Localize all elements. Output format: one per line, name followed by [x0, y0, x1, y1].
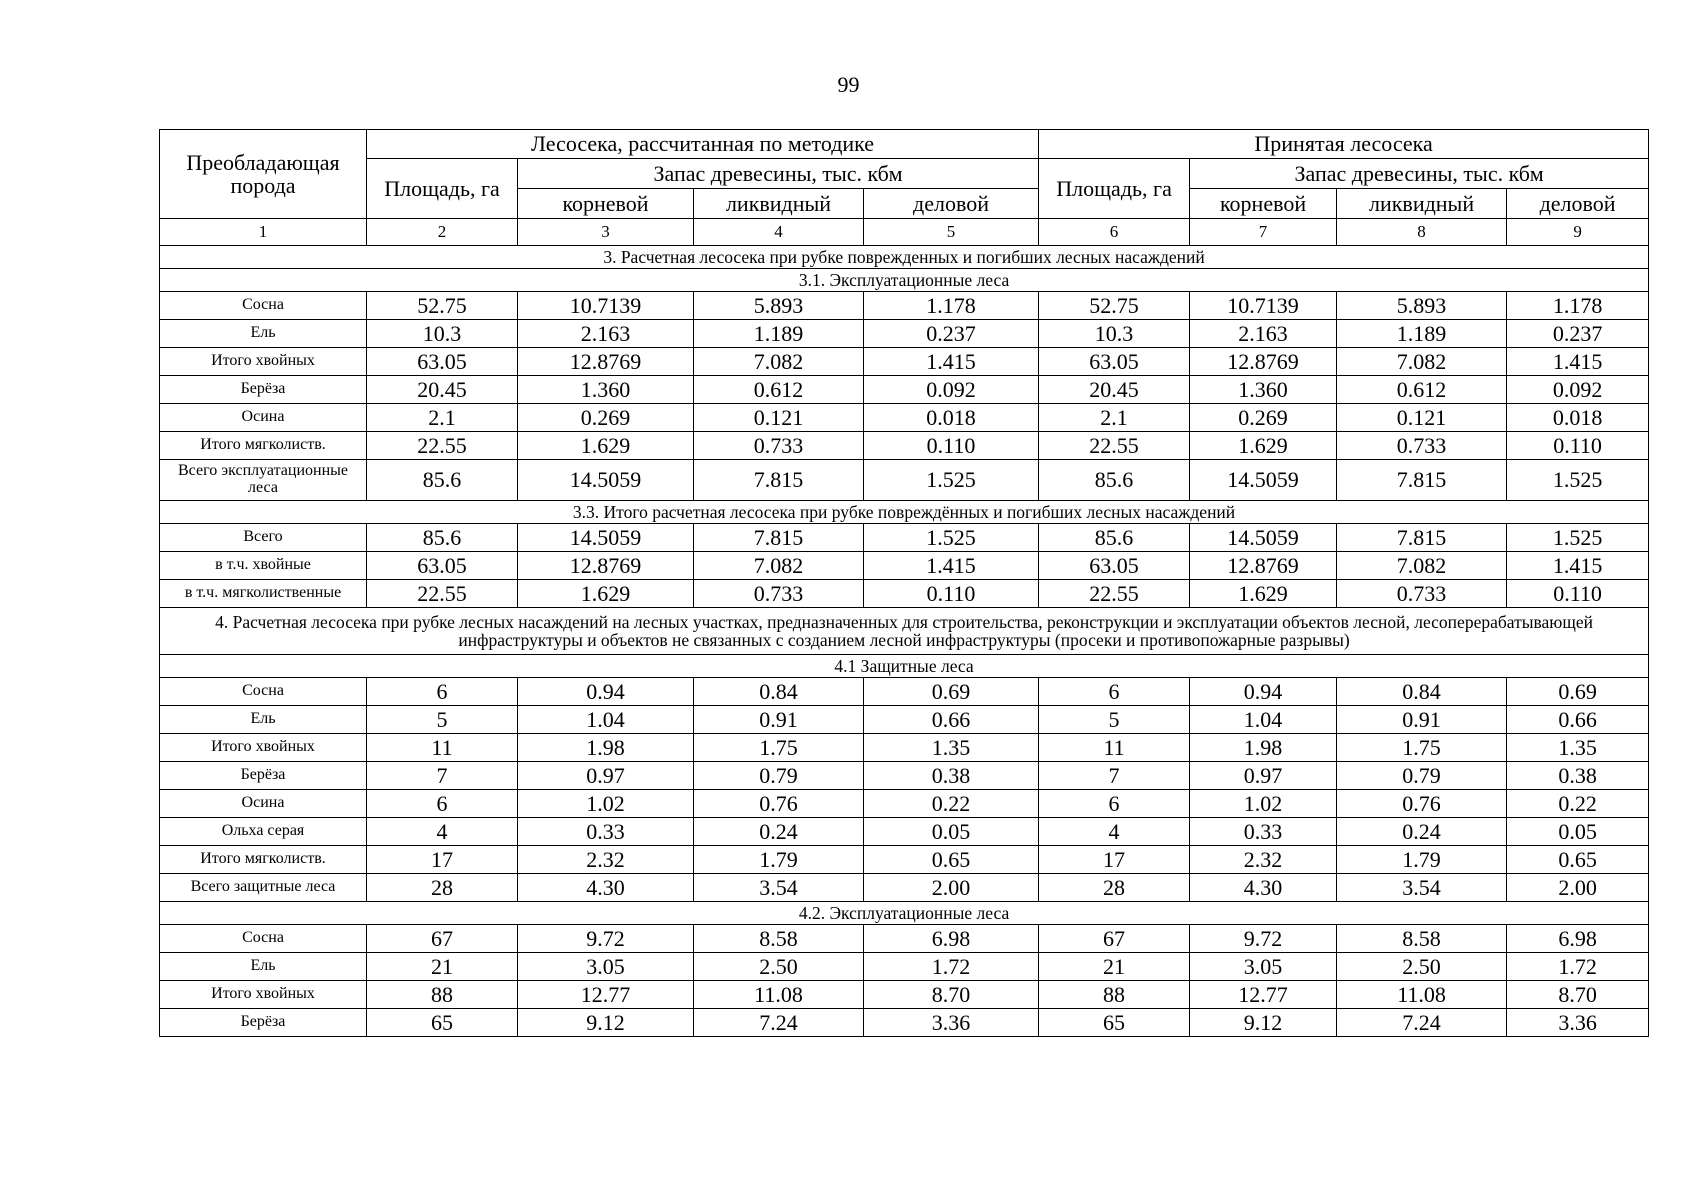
value-cell: 14.5059 [518, 460, 694, 501]
value-cell: 9.12 [1190, 1009, 1337, 1037]
value-cell: 0.97 [1190, 762, 1337, 790]
value-cell: 6.98 [1507, 925, 1649, 953]
value-cell: 1.360 [1190, 376, 1337, 404]
species-cell: Всего защитные леса [160, 874, 367, 902]
table-row [160, 292, 1649, 320]
value-cell: 22.55 [367, 580, 518, 608]
value-cell: 0.24 [694, 818, 864, 846]
value-cell: 3.54 [694, 874, 864, 902]
species-cell: Итого мягколиств. [160, 846, 367, 874]
value-cell: 0.121 [1337, 404, 1507, 432]
value-cell: 0.97 [518, 762, 694, 790]
value-cell: 0.237 [864, 320, 1039, 348]
section-row [160, 501, 1649, 524]
value-cell: 0.612 [694, 376, 864, 404]
value-cell: 3.05 [518, 953, 694, 981]
species-cell: Сосна [160, 292, 367, 320]
value-cell: 67 [367, 925, 518, 953]
section-title: 4. Расчетная лесосека при рубке лесных насаждений на лесных участках, предназначенных для строительства, реконструкции и эксплуатации объектов лесной, лесоперерабатывающей инфраструктуры и объектов не связанных с созданием лесной инфраструктуры (просеки и противопожарные разрывы) [160, 608, 1649, 655]
value-cell: 1.629 [1190, 580, 1337, 608]
species-cell: Итого хвойных [160, 734, 367, 762]
value-cell: 28 [1039, 874, 1190, 902]
table-row [160, 320, 1649, 348]
value-cell: 3.36 [864, 1009, 1039, 1037]
table-row [160, 376, 1649, 404]
table-row [160, 846, 1649, 874]
table-row [160, 678, 1649, 706]
value-cell: 1.72 [864, 953, 1039, 981]
value-cell: 0.38 [1507, 762, 1649, 790]
section-row [160, 902, 1649, 925]
value-cell: 1.525 [864, 524, 1039, 552]
value-cell: 1.98 [1190, 734, 1337, 762]
species-cell: Осина [160, 404, 367, 432]
species-cell: Берёза [160, 1009, 367, 1037]
value-cell: 0.22 [864, 790, 1039, 818]
value-cell: 0.91 [694, 706, 864, 734]
table-body [160, 246, 1649, 1037]
species-cell: Итого хвойных [160, 981, 367, 1009]
value-cell: 14.5059 [518, 524, 694, 552]
species-cell: Итого хвойных [160, 348, 367, 376]
value-cell: 12.8769 [1190, 552, 1337, 580]
table-row [160, 460, 1649, 501]
value-cell: 7.815 [1337, 460, 1507, 501]
section-row [160, 269, 1649, 292]
value-cell: 1.178 [864, 292, 1039, 320]
value-cell: 14.5059 [1190, 460, 1337, 501]
value-cell: 2.163 [518, 320, 694, 348]
value-cell: 2.1 [1039, 404, 1190, 432]
column-number: 3 [518, 219, 694, 246]
value-cell: 2.50 [694, 953, 864, 981]
section-title: 3.1. Эксплуатационные леса [160, 269, 1649, 292]
value-cell: 0.733 [694, 432, 864, 460]
value-cell: 6 [367, 790, 518, 818]
value-cell: 0.94 [1190, 678, 1337, 706]
value-cell: 2.00 [864, 874, 1039, 902]
value-cell: 0.237 [1507, 320, 1649, 348]
value-cell: 0.65 [1507, 846, 1649, 874]
value-cell: 88 [367, 981, 518, 1009]
value-cell: 1.178 [1507, 292, 1649, 320]
table-row [160, 404, 1649, 432]
section-row [160, 246, 1649, 269]
value-cell: 10.3 [367, 320, 518, 348]
value-cell: 22.55 [1039, 432, 1190, 460]
value-cell: 1.79 [1337, 846, 1507, 874]
value-cell: 63.05 [367, 552, 518, 580]
value-cell: 52.75 [1039, 292, 1190, 320]
value-cell: 1.189 [694, 320, 864, 348]
value-cell: 1.415 [864, 552, 1039, 580]
value-cell: 14.5059 [1190, 524, 1337, 552]
value-cell: 7 [367, 762, 518, 790]
table-row [160, 818, 1649, 846]
value-cell: 2.1 [367, 404, 518, 432]
value-cell: 10.7139 [518, 292, 694, 320]
table-row [160, 552, 1649, 580]
species-cell: Всего эксплуатационные леса [160, 460, 367, 501]
value-cell: 85.6 [1039, 460, 1190, 501]
value-cell: 2.32 [1190, 846, 1337, 874]
species-cell: Ель [160, 953, 367, 981]
value-cell: 6 [367, 678, 518, 706]
page-number: 99 [837, 72, 860, 97]
value-cell: 0.612 [1337, 376, 1507, 404]
value-cell: 7.24 [1337, 1009, 1507, 1037]
value-cell: 0.018 [864, 404, 1039, 432]
species-cell: Ольха серая [160, 818, 367, 846]
species-cell: Берёза [160, 376, 367, 404]
value-cell: 11 [1039, 734, 1190, 762]
value-cell: 17 [367, 846, 518, 874]
value-cell: 12.77 [518, 981, 694, 1009]
column-number: 6 [1039, 219, 1190, 246]
value-cell: 11 [367, 734, 518, 762]
column-number: 8 [1337, 219, 1507, 246]
section-title: 4.1 Защитные леса [160, 655, 1649, 678]
header-group-accepted: Принятая лесосека [1039, 130, 1649, 159]
column-number: 5 [864, 219, 1039, 246]
value-cell: 21 [1039, 953, 1190, 981]
table-row [160, 762, 1649, 790]
value-cell: 0.24 [1337, 818, 1507, 846]
value-cell: 0.269 [1190, 404, 1337, 432]
value-cell: 2.163 [1190, 320, 1337, 348]
value-cell: 1.189 [1337, 320, 1507, 348]
table-row [160, 706, 1649, 734]
table-row [160, 790, 1649, 818]
value-cell: 1.629 [518, 432, 694, 460]
value-cell: 65 [367, 1009, 518, 1037]
value-cell: 9.12 [518, 1009, 694, 1037]
section-title: 3.3. Итого расчетная лесосека при рубке повреждённых и погибших лесных насаждений [160, 501, 1649, 524]
value-cell: 0.121 [694, 404, 864, 432]
column-number: 4 [694, 219, 864, 246]
value-cell: 7.082 [1337, 552, 1507, 580]
header-root-calculated: корневой [518, 189, 694, 219]
table-row [160, 1009, 1649, 1037]
section-title: 3. Расчетная лесосека при рубке поврежденных и погибших лесных насаждений [160, 246, 1649, 269]
value-cell: 0.733 [694, 580, 864, 608]
value-cell: 8.70 [864, 981, 1039, 1009]
value-cell: 7.815 [694, 524, 864, 552]
value-cell: 0.092 [1507, 376, 1649, 404]
value-cell: 0.33 [1190, 818, 1337, 846]
value-cell: 0.76 [1337, 790, 1507, 818]
species-cell: Ель [160, 706, 367, 734]
value-cell: 65 [1039, 1009, 1190, 1037]
value-cell: 1.04 [518, 706, 694, 734]
value-cell: 0.22 [1507, 790, 1649, 818]
value-cell: 1.525 [1507, 524, 1649, 552]
species-cell: Всего [160, 524, 367, 552]
column-number: 2 [367, 219, 518, 246]
value-cell: 1.35 [1507, 734, 1649, 762]
value-cell: 12.8769 [518, 348, 694, 376]
header-business-calculated: деловой [864, 189, 1039, 219]
value-cell: 7.082 [694, 348, 864, 376]
table-row [160, 432, 1649, 460]
value-cell: 4.30 [1190, 874, 1337, 902]
value-cell: 0.110 [1507, 432, 1649, 460]
column-number: 1 [160, 219, 367, 246]
header-stock-calculated: Запас древесины, тыс. кбм [518, 159, 1039, 189]
value-cell: 5 [367, 706, 518, 734]
species-cell: в т.ч. хвойные [160, 552, 367, 580]
table-row [160, 734, 1649, 762]
value-cell: 0.05 [864, 818, 1039, 846]
value-cell: 5.893 [694, 292, 864, 320]
species-cell: в т.ч. мягколиственные [160, 580, 367, 608]
value-cell: 1.04 [1190, 706, 1337, 734]
value-cell: 1.35 [864, 734, 1039, 762]
value-cell: 4 [1039, 818, 1190, 846]
value-cell: 6 [1039, 790, 1190, 818]
value-cell: 3.05 [1190, 953, 1337, 981]
value-cell: 0.269 [518, 404, 694, 432]
value-cell: 63.05 [1039, 348, 1190, 376]
header-liquid-calculated: ликвидный [694, 189, 864, 219]
value-cell: 4.30 [518, 874, 694, 902]
table-row [160, 874, 1649, 902]
table-row [160, 981, 1649, 1009]
header-area-calculated: Площадь, га [367, 159, 518, 219]
section-row [160, 608, 1649, 655]
value-cell: 22.55 [367, 432, 518, 460]
value-cell: 0.66 [864, 706, 1039, 734]
value-cell: 0.018 [1507, 404, 1649, 432]
value-cell: 2.00 [1507, 874, 1649, 902]
value-cell: 0.05 [1507, 818, 1649, 846]
value-cell: 0.33 [518, 818, 694, 846]
value-cell: 7.082 [694, 552, 864, 580]
value-cell: 1.415 [1507, 552, 1649, 580]
section-row [160, 655, 1649, 678]
species-cell: Осина [160, 790, 367, 818]
value-cell: 5 [1039, 706, 1190, 734]
value-cell: 2.32 [518, 846, 694, 874]
value-cell: 1.75 [1337, 734, 1507, 762]
value-cell: 3.54 [1337, 874, 1507, 902]
value-cell: 9.72 [1190, 925, 1337, 953]
value-cell: 12.8769 [518, 552, 694, 580]
table-row [160, 925, 1649, 953]
value-cell: 67 [1039, 925, 1190, 953]
value-cell: 52.75 [367, 292, 518, 320]
value-cell: 85.6 [1039, 524, 1190, 552]
header-stock-accepted: Запас древесины, тыс. кбм [1190, 159, 1649, 189]
header-liquid-accepted: ликвидный [1337, 189, 1507, 219]
value-cell: 4 [367, 818, 518, 846]
value-cell: 1.98 [518, 734, 694, 762]
value-cell: 1.525 [864, 460, 1039, 501]
value-cell: 8.70 [1507, 981, 1649, 1009]
column-number: 7 [1190, 219, 1337, 246]
value-cell: 12.77 [1190, 981, 1337, 1009]
value-cell: 1.02 [518, 790, 694, 818]
table-row [160, 348, 1649, 376]
value-cell: 0.69 [864, 678, 1039, 706]
value-cell: 5.893 [1337, 292, 1507, 320]
species-cell: Сосна [160, 925, 367, 953]
value-cell: 11.08 [694, 981, 864, 1009]
value-cell: 63.05 [367, 348, 518, 376]
value-cell: 0.66 [1507, 706, 1649, 734]
value-cell: 7 [1039, 762, 1190, 790]
value-cell: 8.58 [1337, 925, 1507, 953]
value-cell: 1.360 [518, 376, 694, 404]
value-cell: 85.6 [367, 460, 518, 501]
value-cell: 12.8769 [1190, 348, 1337, 376]
value-cell: 20.45 [1039, 376, 1190, 404]
value-cell: 0.733 [1337, 432, 1507, 460]
value-cell: 0.092 [864, 376, 1039, 404]
value-cell: 0.69 [1507, 678, 1649, 706]
value-cell: 1.02 [1190, 790, 1337, 818]
header-root-accepted: корневой [1190, 189, 1337, 219]
value-cell: 11.08 [1337, 981, 1507, 1009]
value-cell: 1.415 [1507, 348, 1649, 376]
value-cell: 3.36 [1507, 1009, 1649, 1037]
header-business-accepted: деловой [1507, 189, 1649, 219]
value-cell: 85.6 [367, 524, 518, 552]
table-row [160, 953, 1649, 981]
value-cell: 7.24 [694, 1009, 864, 1037]
value-cell: 0.84 [694, 678, 864, 706]
value-cell: 0.76 [694, 790, 864, 818]
value-cell: 6.98 [864, 925, 1039, 953]
value-cell: 1.415 [864, 348, 1039, 376]
table-row [160, 524, 1649, 552]
section-title: 4.2. Эксплуатационные леса [160, 902, 1649, 925]
value-cell: 0.84 [1337, 678, 1507, 706]
value-cell: 1.629 [518, 580, 694, 608]
value-cell: 1.75 [694, 734, 864, 762]
value-cell: 10.3 [1039, 320, 1190, 348]
value-cell: 0.733 [1337, 580, 1507, 608]
value-cell: 7.815 [1337, 524, 1507, 552]
value-cell: 88 [1039, 981, 1190, 1009]
header-group-calculated: Лесосека, рассчитанная по методике [367, 130, 1039, 159]
header-species: Преобладающая порода [160, 130, 367, 219]
value-cell: 1.79 [694, 846, 864, 874]
value-cell: 21 [367, 953, 518, 981]
value-cell: 0.91 [1337, 706, 1507, 734]
species-cell: Берёза [160, 762, 367, 790]
species-cell: Ель [160, 320, 367, 348]
species-cell: Итого мягколиств. [160, 432, 367, 460]
value-cell: 0.79 [1337, 762, 1507, 790]
value-cell: 0.38 [864, 762, 1039, 790]
logging-area-table [159, 129, 1649, 1037]
value-cell: 2.50 [1337, 953, 1507, 981]
value-cell: 0.110 [1507, 580, 1649, 608]
value-cell: 20.45 [367, 376, 518, 404]
value-cell: 1.72 [1507, 953, 1649, 981]
value-cell: 63.05 [1039, 552, 1190, 580]
column-number-row [160, 219, 1649, 246]
value-cell: 9.72 [518, 925, 694, 953]
value-cell: 6 [1039, 678, 1190, 706]
value-cell: 1.629 [1190, 432, 1337, 460]
value-cell: 10.7139 [1190, 292, 1337, 320]
value-cell: 0.65 [864, 846, 1039, 874]
value-cell: 0.79 [694, 762, 864, 790]
value-cell: 7.815 [694, 460, 864, 501]
value-cell: 17 [1039, 846, 1190, 874]
table-row [160, 580, 1649, 608]
value-cell: 0.110 [864, 432, 1039, 460]
value-cell: 0.110 [864, 580, 1039, 608]
value-cell: 28 [367, 874, 518, 902]
value-cell: 22.55 [1039, 580, 1190, 608]
header-area-accepted: Площадь, га [1039, 159, 1190, 219]
value-cell: 0.94 [518, 678, 694, 706]
value-cell: 8.58 [694, 925, 864, 953]
value-cell: 7.082 [1337, 348, 1507, 376]
value-cell: 1.525 [1507, 460, 1649, 501]
species-cell: Сосна [160, 678, 367, 706]
column-number: 9 [1507, 219, 1649, 246]
